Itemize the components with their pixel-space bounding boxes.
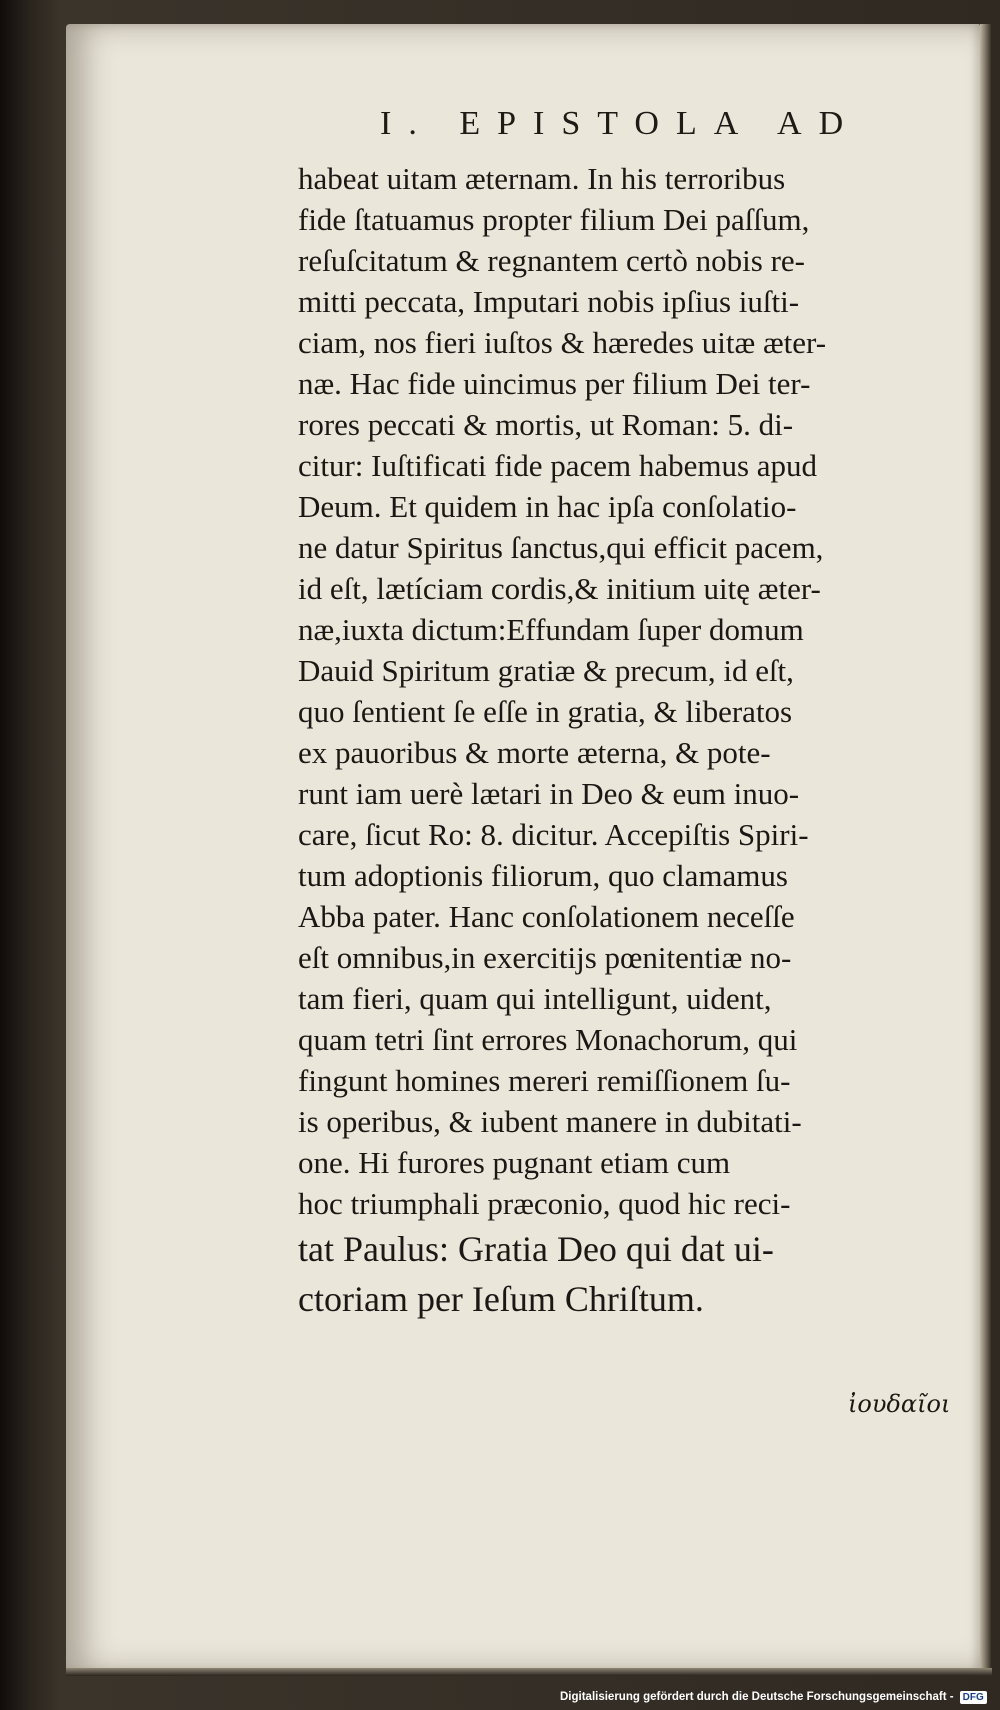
page-bottom-edge xyxy=(66,1668,992,1676)
credit-text: Digitalisierung gefördert durch die Deutsche Forschungsgemeinschaft - xyxy=(560,1691,954,1703)
digitization-credit xyxy=(560,1688,987,1706)
text-line: ex pauoribus & morte æterna, & pote- xyxy=(298,735,771,770)
text-line: care, ſicut Ro: 8. dicitur. Accepiſtis Spiri- xyxy=(298,817,809,852)
text-line: habeat uitam æternam. In his terroribus xyxy=(298,161,786,196)
text-line: Abba pater. Hanc conſolationem neceſſe xyxy=(298,899,795,934)
dfg-logo: DFG xyxy=(960,1691,987,1704)
text-line: fingunt homines mereri remiſſionem ſu- xyxy=(298,1063,791,1098)
page-edge xyxy=(980,24,992,1672)
text-line: runt iam uerè lætari in Deo & eum inuo- xyxy=(298,776,800,811)
text-line: id eſt, lætíciam cordis,& initium uitę æter- xyxy=(298,571,821,606)
text-line: tum adoptionis filiorum, quo clamamus xyxy=(298,858,788,893)
catchword: ἰουδαῖοι xyxy=(848,1390,951,1418)
text-line: tat Paulus: Gratia Deo qui dat ui- xyxy=(298,1229,774,1269)
text-line: fide ſtatuamus propter filium Dei paſſum, xyxy=(298,202,810,237)
text-line: eſt omnibus,in exercitijs pœnitentiæ no- xyxy=(298,940,792,975)
text-line: quo ſentient ſe eſſe in gratia, & liberatos xyxy=(298,694,793,729)
text-line: tam fieri, quam qui intelligunt, uident, xyxy=(298,981,772,1016)
text-line: mitti peccata, Imputari nobis ipſius iuſti- xyxy=(298,284,800,319)
text-line: næ. Hac fide uincimus per filium Dei ter- xyxy=(298,366,811,401)
running-header: I. EPISTOLA AD xyxy=(380,105,861,142)
text-line: Dauid Spiritum gratiæ & precum, id eſt, xyxy=(298,653,794,688)
text-line: hoc triumphali præconio, quod hic reci- xyxy=(298,1186,791,1221)
text-line: rores peccati & mortis, ut Roman: 5. di- xyxy=(298,407,794,442)
text-line: næ,iuxta dictum:Effundam ſuper domum xyxy=(298,612,804,647)
text-line: one. Hi furores pugnant etiam cum xyxy=(298,1145,731,1180)
text-line: is operibus, & iubent manere in dubitati- xyxy=(298,1104,802,1139)
text-line: reſuſcitatum & regnantem certò nobis re- xyxy=(298,243,806,278)
text-line: ne datur Spiritus ſanctus,qui efficit pacem, xyxy=(298,530,824,565)
text-line: citur: Iuſtificati fide pacem habemus apud xyxy=(298,448,818,483)
text-line: ctoriam per Ieſum Chriſtum. xyxy=(298,1279,704,1319)
text-line: quam tetri ſint errores Monachorum, qui xyxy=(298,1022,798,1057)
text-line: Deum. Et quidem in hac ipſa conſolatio- xyxy=(298,489,797,524)
text-line: ciam, nos fieri iuſtos & hæredes uitæ æter- xyxy=(298,325,827,360)
text-block xyxy=(298,158,980,1324)
